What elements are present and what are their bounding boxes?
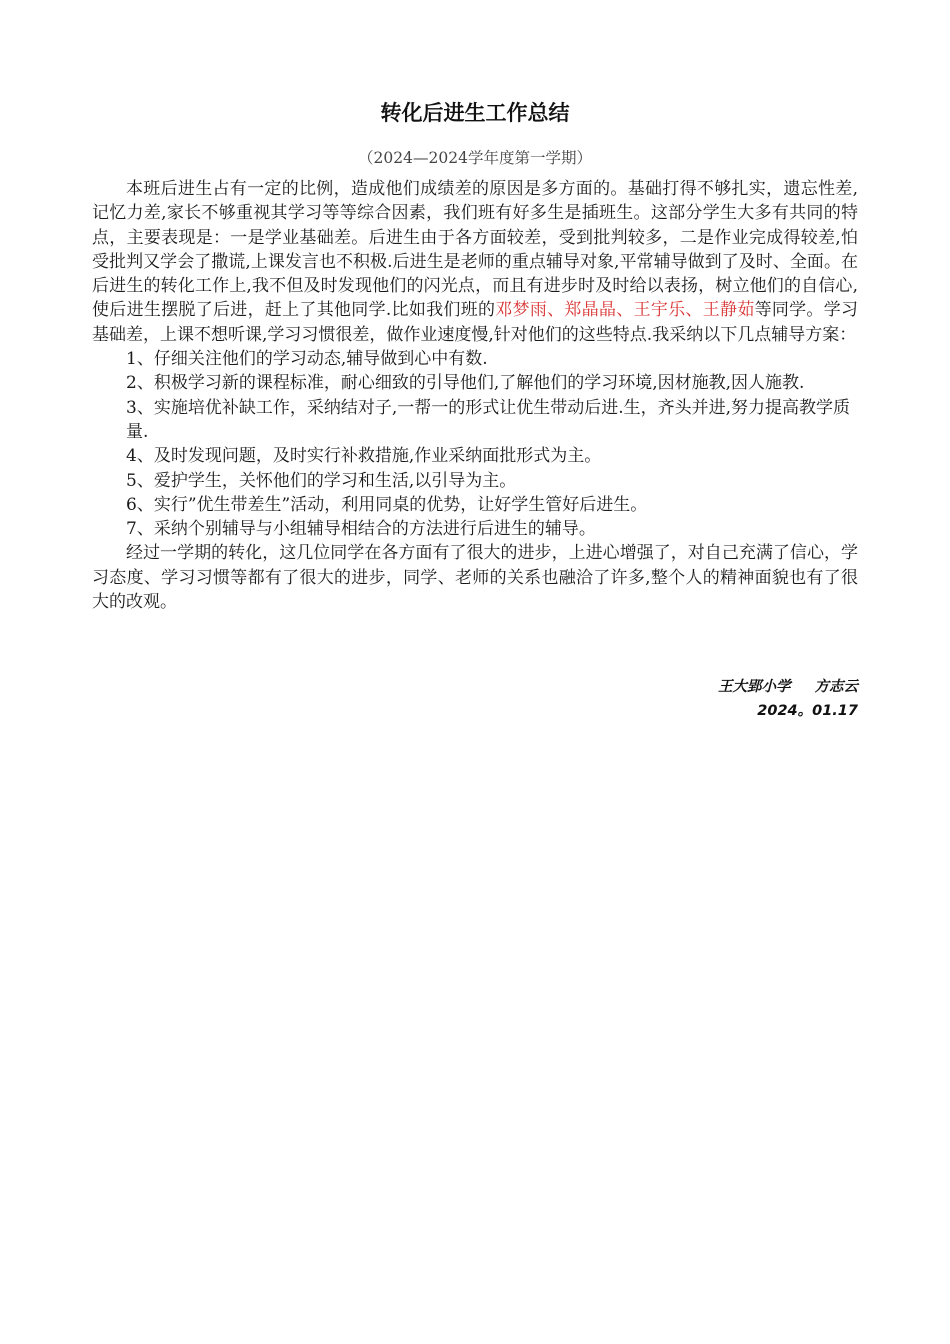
signature-date: 2024。01.17 [757, 703, 858, 719]
conclusion-paragraph: 经过一学期的转化，这几位同学在各方面有了很大的进步，上进心增强了，对自己充满了信心，学习态度、学习习惯等都有了很大的进步，同学、老师的关系也融洽了许多,整个人的精神面貌也有了很大的改观。 [92, 543, 858, 613]
signature-author: 方志云 [814, 679, 858, 695]
document-subtitle: （2024—2024学年度第一学期） [358, 149, 592, 167]
list-item: 4、及时发现问题，及时实行补救措施,作业采纳面批形式为主。 [126, 446, 602, 467]
signature-school: 王大郢小学 [718, 679, 791, 695]
document-title: 转化后进生工作总结 [380, 101, 570, 125]
list-item: 6、实行”优生带差生”活动，利用同桌的优势，让好学生管好后进生。 [126, 494, 648, 515]
signature-line [458, 676, 858, 698]
highlighted-student-names: 邓梦雨、郑晶晶、王宇乐、王静茹 [495, 300, 755, 321]
document-body [92, 177, 858, 614]
intro-text-before: 本班后进生占有一定的比例，造成他们成绩差的原因是多方面的。基础打得不够扎实，遗忘性差,记忆力差,家长不够重视其学习等等综合因素，我们班有好多生是插班生。这部分学生大多有共同的特点，主要表现是：一是学业基础差。后进生由于各方面较差，受到批判较多，二是作业完成得较差,怕受批判又学会了撒谎,上课发言也不积极.后进生是老师的重点辅导对象,平常辅导做到了及时、全面。在后进生的转化工作上,我不但及时发现他们的闪光点，而且有进步时及时给以表扬，树立他们的自信心,使后进生摆脱了后进，赶上了其他同学.比如我们班的 [92, 179, 858, 321]
intro-text-after: 等同学。学习基础差，上课不想听课,学习习惯很差，做作业速度慢,针对他们的这些特点.我采纳以下几点辅导方案： [92, 300, 859, 345]
list-item: 3、实施培优补缺工作，采纳结对子,一帮一的形式让优生带动后进.生，齐头并进,努力提高教学质量. [126, 397, 851, 442]
list-item: 7、采纳个别辅导与小组辅导相结合的方法进行后进生的辅导。 [126, 519, 596, 540]
list-item: 1、仔细关注他们的学习动态,辅导做到心中有数. [126, 349, 488, 370]
list-item: 5、爱护学生，关怀他们的学习和生活,以引导为主。 [126, 470, 517, 491]
list-item: 2、积极学习新的课程标准，耐心细致的引导他们,了解他们的学习环境,因材施教,因人施教. [126, 373, 805, 394]
intro-paragraph [92, 177, 858, 347]
